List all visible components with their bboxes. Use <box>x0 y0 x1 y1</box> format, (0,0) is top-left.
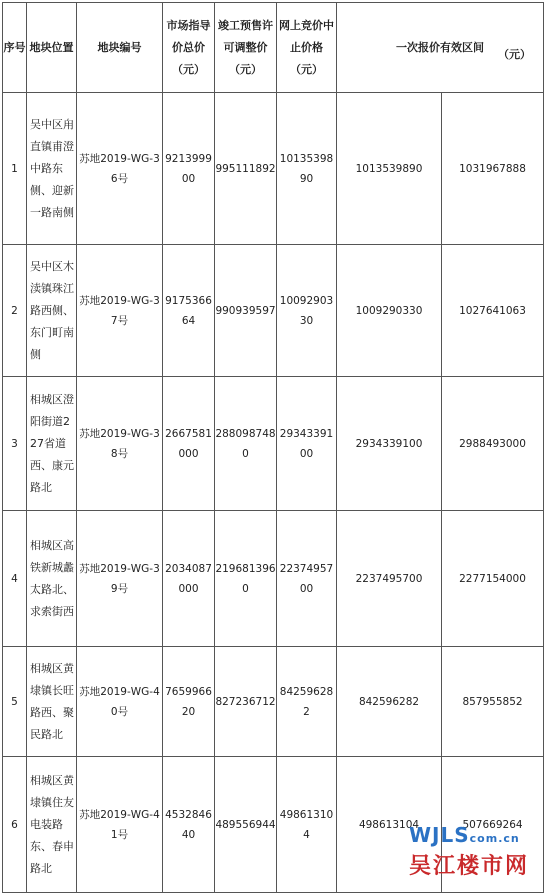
cell-completion-price: 489556944 <box>215 757 277 893</box>
header-range-unit: （元） <box>498 48 531 61</box>
cell-online-stop-price: 1009290330 <box>277 245 337 377</box>
cell-range-high: 2988493000 <box>442 377 544 511</box>
cell-location: 相城区黄埭镇住友电装路东、春申路北 <box>27 757 77 893</box>
table-row <box>3 647 544 757</box>
cell-market-price: 917536664 <box>163 245 215 377</box>
header-completion-price: 竣工预售许可调整价（元） <box>215 3 277 93</box>
cell-completion-price: 995111892 <box>215 93 277 245</box>
cell-no: 5 <box>3 647 27 757</box>
cell-completion-price: 2196813960 <box>215 511 277 647</box>
cell-market-price: 2667581000 <box>163 377 215 511</box>
cell-range-high: 1031967888 <box>442 93 544 245</box>
cell-market-price: 765996620 <box>163 647 215 757</box>
header-online-stop-price: 网上竞价中止价格（元） <box>277 3 337 93</box>
header-no: 序号 <box>3 3 27 93</box>
cell-market-price: 453284640 <box>163 757 215 893</box>
cell-no: 2 <box>3 245 27 377</box>
cell-code: 苏地2019-WG-37号 <box>77 245 163 377</box>
cell-completion-price: 827236712 <box>215 647 277 757</box>
cell-location: 相城区黄埭镇长旺路西、聚民路北 <box>27 647 77 757</box>
cell-online-stop-price: 2934339100 <box>277 377 337 511</box>
header-range-title: 一次报价有效区间 <box>396 40 484 54</box>
cell-range-high: 1027641063 <box>442 245 544 377</box>
cell-location: 吴中区甪直镇甫澄中路东侧、迎新一路南侧 <box>27 93 77 245</box>
cell-code: 苏地2019-WG-38号 <box>77 377 163 511</box>
watermark-name: 吴江楼市网 <box>409 853 530 879</box>
cell-online-stop-price: 1013539890 <box>277 93 337 245</box>
cell-range-low: 842596282 <box>337 647 442 757</box>
land-auction-table <box>2 2 544 893</box>
cell-no: 3 <box>3 377 27 511</box>
cell-location: 相城区澄阳街道227省道西、康元路北 <box>27 377 77 511</box>
cell-location: 相城区高铁新城蠡太路北、求索街西 <box>27 511 77 647</box>
table-row <box>3 377 544 511</box>
header-row <box>3 3 544 93</box>
watermark-logo <box>409 823 539 883</box>
header-quote-range <box>337 3 544 93</box>
table-row <box>3 93 544 245</box>
header-market-price: 市场指导价总价（元） <box>163 3 215 93</box>
cell-code: 苏地2019-WG-40号 <box>77 647 163 757</box>
cell-range-high: 507669264 <box>442 757 544 893</box>
cell-completion-price: 2880987480 <box>215 377 277 511</box>
cell-range-low: 2237495700 <box>337 511 442 647</box>
header-code: 地块编号 <box>77 3 163 93</box>
cell-location: 吴中区木渎镇珠江路西侧、东门町南侧 <box>27 245 77 377</box>
cell-range-low: 1013539890 <box>337 93 442 245</box>
cell-code: 苏地2019-WG-36号 <box>77 93 163 245</box>
cell-online-stop-price: 498613104 <box>277 757 337 893</box>
cell-no: 4 <box>3 511 27 647</box>
cell-no: 6 <box>3 757 27 893</box>
cell-range-low: 1009290330 <box>337 245 442 377</box>
cell-market-price: 2034087000 <box>163 511 215 647</box>
watermark-site: WJLScom.cn <box>409 823 520 847</box>
cell-code: 苏地2019-WG-39号 <box>77 511 163 647</box>
header-location: 地块位置 <box>27 3 77 93</box>
cell-code: 苏地2019-WG-41号 <box>77 757 163 893</box>
cell-range-low: 498613104 <box>337 757 442 893</box>
cell-online-stop-price: 842596282 <box>277 647 337 757</box>
cell-online-stop-price: 2237495700 <box>277 511 337 647</box>
cell-range-high: 857955852 <box>442 647 544 757</box>
cell-completion-price: 990939597 <box>215 245 277 377</box>
cell-range-low: 2934339100 <box>337 377 442 511</box>
cell-no: 1 <box>3 93 27 245</box>
table-row <box>3 511 544 647</box>
cell-range-high: 2277154000 <box>442 511 544 647</box>
cell-market-price: 921399900 <box>163 93 215 245</box>
table-body <box>3 93 544 893</box>
table-row <box>3 245 544 377</box>
